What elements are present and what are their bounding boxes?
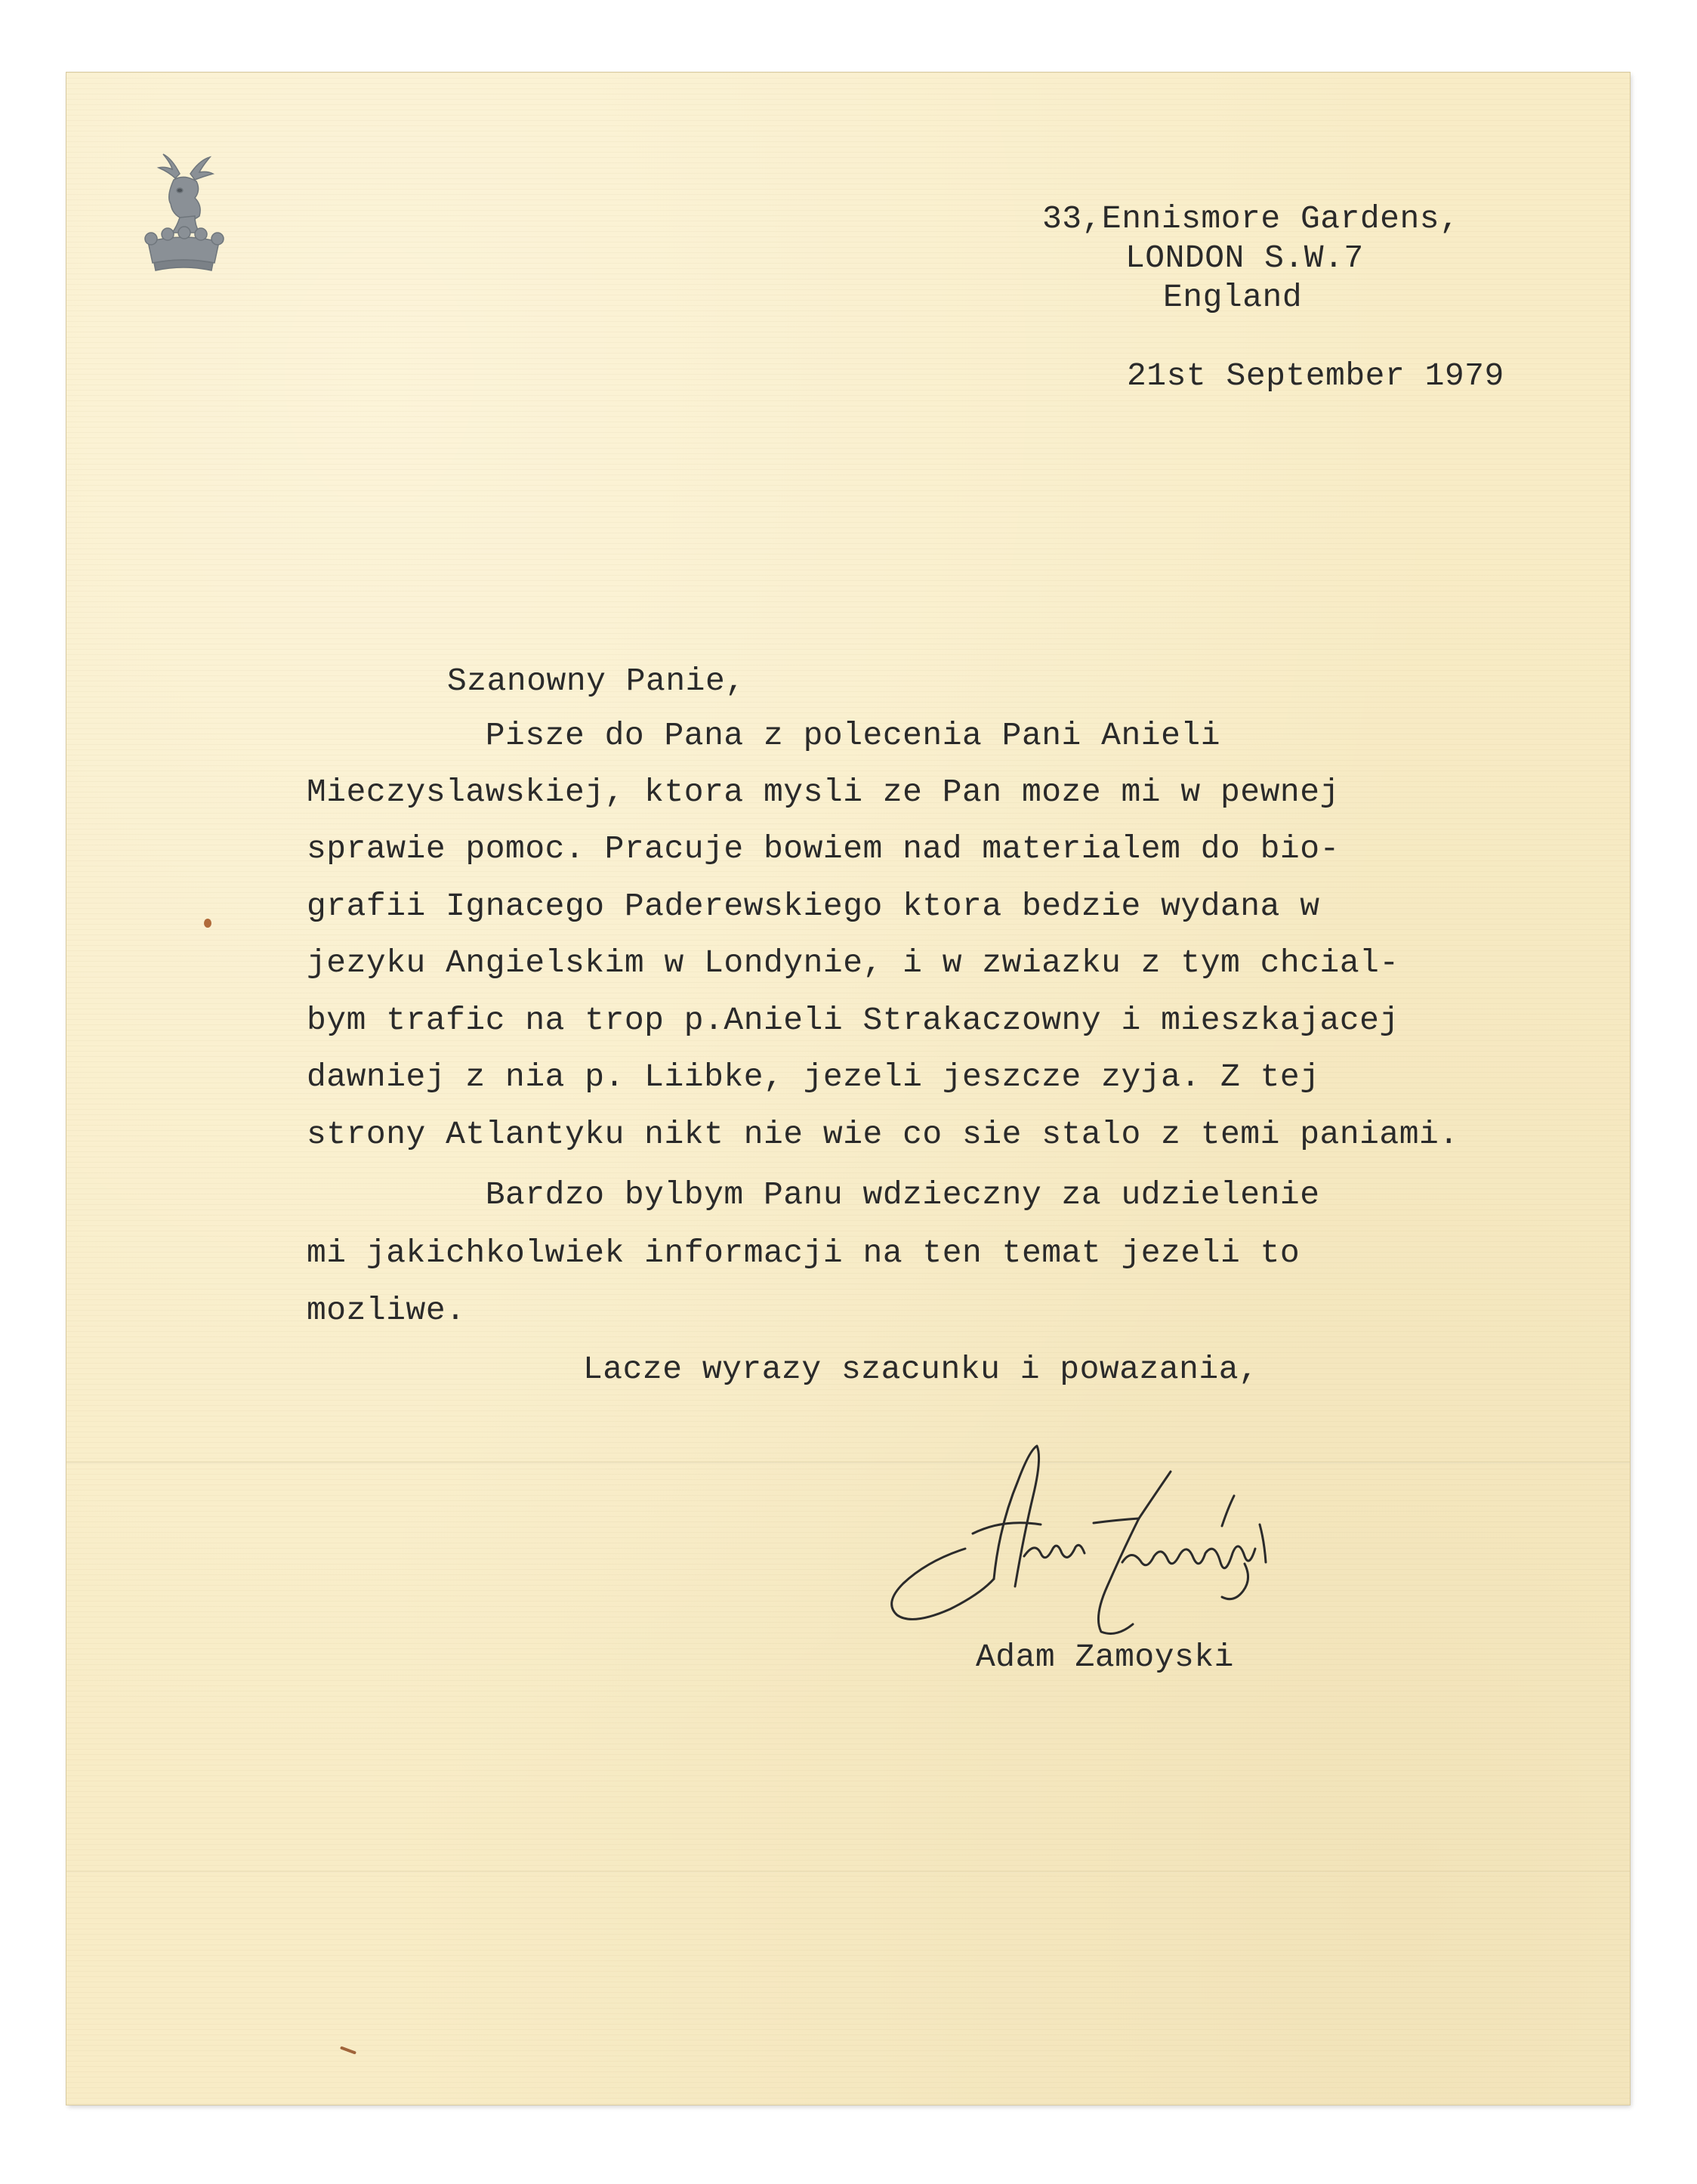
body-line: mozliwe.: [307, 1292, 466, 1329]
body-line: mi jakichkolwiek informacji na ten temat jezeli to: [307, 1234, 1301, 1271]
body-line: bym trafic na trop p.Anieli Strakaczowny i mieszkajacej: [307, 1002, 1399, 1039]
body-line: Mieczyslawskiej, ktora mysli ze Pan moze mi w pewnej: [307, 774, 1340, 811]
body-line: sprawie pomoc. Pracuje bowiem nad materialem do bio-: [307, 830, 1340, 867]
crest-icon: [127, 144, 240, 295]
body-line: grafii Ignacego Paderewskiego ktora bedzie wydana w: [307, 888, 1320, 925]
body-line: dawniej z nia p. Liibke, jezeli jeszcze zyja. Z tej: [307, 1058, 1320, 1095]
body-line: strony Atlantyku nikt nie wie co sie stalo z temi paniami.: [307, 1116, 1459, 1153]
body-line: Pisze do Pana z polecenia Pani Anieli: [307, 717, 1220, 754]
fold-crease-lower: [66, 1870, 1630, 1873]
body-line: Bardzo bylbym Panu wdzieczny za udzielenie: [307, 1176, 1320, 1213]
paper-speck: [204, 919, 211, 928]
closing-line: Lacze wyrazy szacunku i powazania,: [583, 1351, 1259, 1388]
address-line-3: England: [1163, 279, 1303, 316]
address-line-2: LONDON S.W.7: [1125, 239, 1364, 276]
body-line: jezyku Angielskim w Londynie, i w zwiazku z tym chcial-: [307, 944, 1399, 981]
fold-crease: [66, 1461, 1630, 1463]
address-line-1: 33,Ennismore Gardens,: [1042, 200, 1460, 237]
typed-signature-name: Adam Zamoyski: [976, 1639, 1234, 1676]
salutation: Szanowny Panie,: [447, 663, 745, 700]
letter-date: 21st September 1979: [1127, 357, 1504, 394]
